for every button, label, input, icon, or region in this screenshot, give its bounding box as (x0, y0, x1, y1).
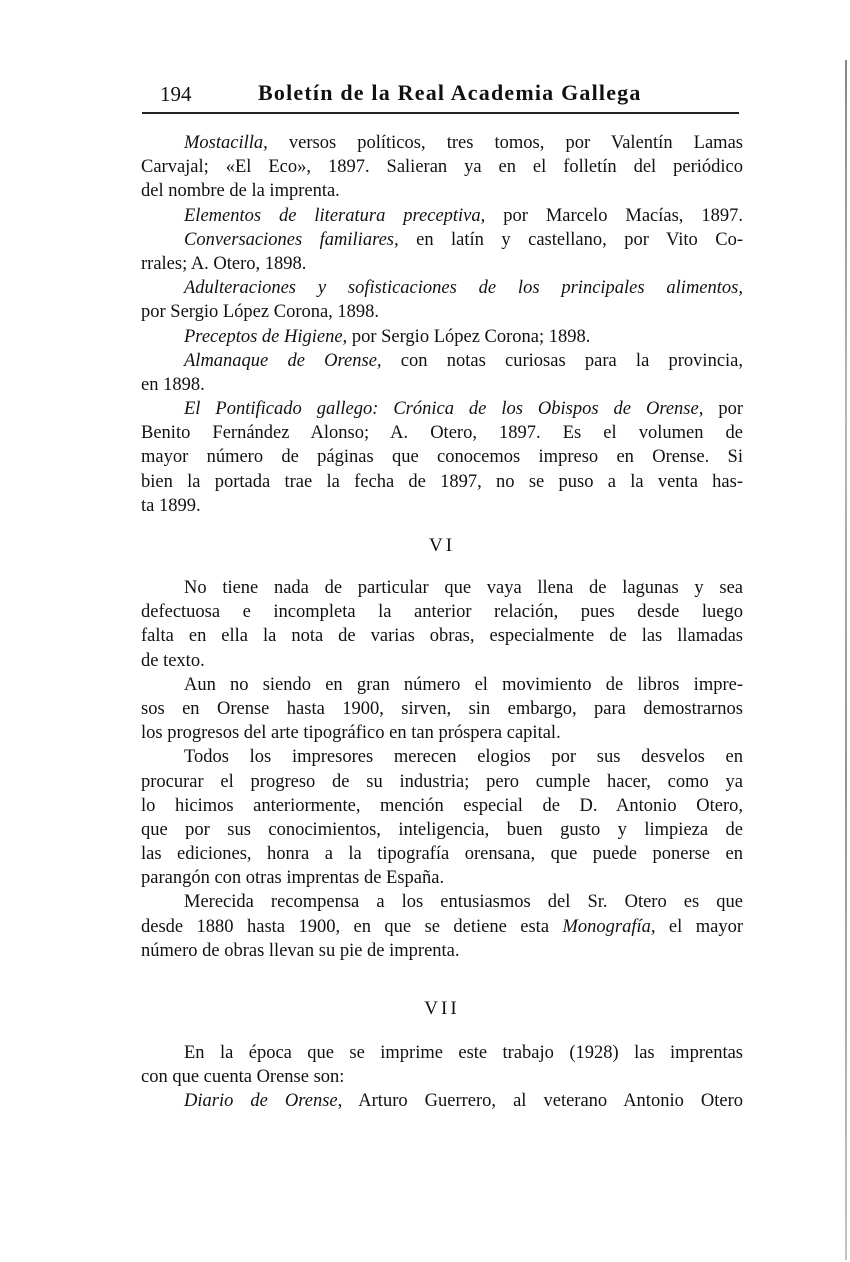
text-line (141, 131, 743, 155)
italic-title: Preceptos de Higiene, (184, 326, 348, 347)
text-run: con notas curiosas para la provincia, (381, 350, 743, 371)
section-intro-body (141, 131, 743, 518)
text-line (141, 228, 743, 252)
text-line (141, 842, 743, 866)
text-line (141, 494, 743, 518)
text-line (141, 421, 743, 445)
text-run: número de obras llevan su pie de imprenta. (141, 940, 460, 961)
header-rule (142, 112, 739, 114)
text-run: procurar el progreso de su industria; pero cumple hacer, como ya (141, 771, 743, 792)
text-run: por Sergio López Corona; 1898. (347, 326, 591, 347)
italic-title: Elementos de literatura preceptiva, (184, 205, 486, 226)
text-line (141, 349, 743, 373)
italic-title: Adulteraciones y sofisticaciones de los principales alimentos, (184, 278, 743, 299)
text-run: de texto. (141, 650, 205, 671)
text-run: falta en ella la nota de varias obras, especialmente de las llamadas (141, 626, 743, 647)
text-run: bien la portada trae la fecha de 1897, no se puso a la venta has- (141, 471, 743, 492)
scan-edge (845, 60, 847, 1260)
text-run: ta 1899. (141, 495, 201, 516)
text-run: del nombre de la imprenta. (141, 181, 340, 202)
text-line (141, 155, 743, 179)
text-run: Todos los impresores merecen elogios por sus desvelos en (184, 747, 743, 768)
text-run: lo hicimos anteriormente, mención especial de D. Antonio Otero, (141, 795, 743, 816)
text-run: sos en Orense hasta 1900, sirven, sin embargo, para demostrarnos (141, 698, 743, 719)
text-line (141, 300, 743, 324)
text-line (141, 600, 743, 624)
text-line (141, 624, 743, 648)
text-line (141, 818, 743, 842)
text-run: en latín y castellano, por Vito Co- (398, 229, 743, 250)
italic-title: Almanaque de Orense, (184, 350, 382, 371)
italic-title: Monografía, (562, 916, 656, 937)
text-run: Aun no siendo en gran número el movimiento de libros impre- (184, 674, 743, 695)
italic-title: Diario de Orense, (184, 1091, 343, 1112)
text-line (141, 252, 743, 276)
text-line (141, 325, 743, 349)
text-run: No tiene nada de particular que vaya llena de lagunas y sea (184, 578, 743, 598)
text-run: Benito Fernández Alonso; A. Otero, 1897. Es el volumen de (141, 423, 743, 444)
text-line (141, 866, 743, 890)
text-line (141, 470, 743, 494)
text-run: que por sus conocimientos, inteligencia, buen gusto y limpieza de (141, 819, 743, 840)
text-line (141, 721, 743, 745)
page-number: 194 (160, 82, 192, 106)
text-line (141, 1089, 743, 1113)
text-run: desde 1880 hasta 1900, en que se detiene esta (141, 916, 563, 937)
text-run: por Sergio López Corona, 1898. (141, 302, 380, 323)
text-line (141, 576, 743, 600)
text-run: el mayor (655, 916, 743, 937)
text-line (141, 770, 743, 794)
text-line (141, 697, 743, 721)
text-run: Carvajal; «El Eco», 1897. Salieran ya en el folletín del periódico (141, 157, 743, 178)
text-line (141, 179, 743, 203)
text-line (141, 794, 743, 818)
text-run: mayor número de páginas que conocemos impreso en Orense. Si (141, 447, 743, 468)
text-run: por (703, 399, 743, 420)
text-run: en 1898. (141, 374, 205, 395)
text-run: con que cuenta Orense son: (141, 1067, 345, 1088)
text-run: por Marcelo Macías, 1897. (485, 205, 743, 226)
text-line (141, 939, 743, 963)
text-line (141, 745, 743, 769)
text-line (141, 1065, 743, 1089)
text-run: parangón con otras imprentas de España. (141, 868, 445, 889)
text-run: rrales; A. Otero, 1898. (141, 253, 307, 274)
text-line (141, 373, 743, 397)
running-title: Boletín de la Real Academia Gallega (258, 80, 642, 105)
italic-title: Mostacilla, (184, 133, 268, 153)
text-line (141, 204, 743, 228)
text-run: las ediciones, honra a la tipografía orensana, que puede ponerse en (141, 844, 743, 865)
section-vii-body (141, 1041, 743, 1114)
text-line (141, 397, 743, 421)
text-line (141, 649, 743, 673)
text-run: versos políticos, tres tomos, por Valentín Lamas (267, 133, 743, 153)
text-run: defectuosa e incompleta la anterior relación, pues desde luego (141, 602, 743, 623)
italic-title: Conversaciones familiares, (184, 229, 399, 250)
text-run: los progresos del arte tipográfico en tan próspera capital. (141, 723, 561, 744)
text-line (141, 276, 743, 300)
text-run: Merecida recompensa a los entusiasmos del Sr. Otero es que (184, 892, 743, 913)
text-run: En la época que se imprime este trabajo (1928) las imprentas (184, 1043, 743, 1063)
italic-title: El Pontificado gallego: Crónica de los Obispos de Orense, (184, 399, 704, 420)
text-line (141, 445, 743, 469)
text-line (141, 1041, 743, 1065)
text-run: Arturo Guerrero, al veterano Antonio Otero (342, 1091, 743, 1112)
section-vi-body (141, 576, 743, 963)
text-line (141, 890, 743, 914)
section-heading-vi: VI (428, 535, 456, 556)
section-heading-vii: VII (424, 998, 460, 1019)
text-line (141, 673, 743, 697)
text-line (141, 915, 743, 939)
